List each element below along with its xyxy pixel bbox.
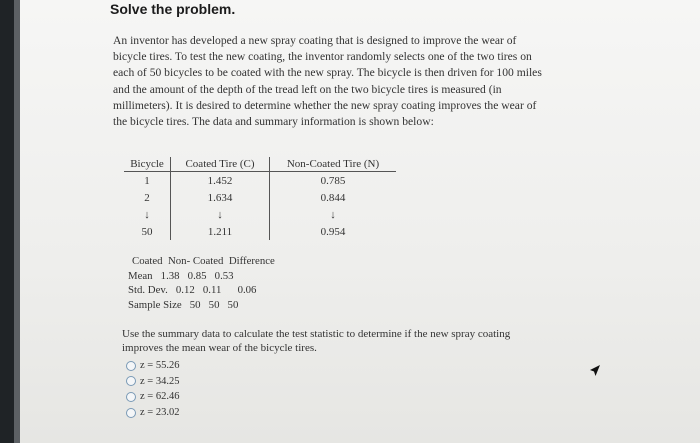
answer-option-1[interactable] — [126, 358, 179, 374]
option-label: z = 62.46 — [140, 391, 180, 403]
radio-button[interactable] — [126, 361, 136, 371]
radio-button[interactable] — [126, 376, 136, 386]
answer-options — [126, 358, 179, 420]
summary-statistics — [128, 254, 275, 312]
radio-button[interactable] — [126, 408, 136, 418]
option-label: z = 23.02 — [140, 407, 180, 419]
column-header-non-coated: Non-Coated Tire (N) — [270, 157, 397, 172]
summary-sample-size: Sample Size 50 50 50 — [128, 298, 239, 311]
table-cell: 1.452 — [171, 172, 270, 190]
table-cell: ↓ — [124, 206, 171, 223]
column-header-coated: Coated Tire (C) — [171, 157, 270, 172]
problem-title: Solve the problem. — [110, 1, 236, 17]
table-row — [124, 206, 396, 223]
table-cell: 1.211 — [171, 223, 270, 240]
summary-std-dev: Std. Dev. 0.12 0.11 0.06 — [128, 284, 257, 297]
table-cell: 0.785 — [320, 174, 346, 187]
table-cell: 1.634 — [171, 189, 270, 206]
option-label: z = 34.25 — [140, 375, 180, 387]
column-header-bicycle: Bicycle — [124, 157, 171, 172]
answer-option-3[interactable] — [126, 389, 179, 405]
table-row — [124, 223, 396, 240]
table-row — [124, 189, 396, 206]
table-cell: 1 — [124, 172, 171, 190]
problem-text: An inventor has developed a new spray coating that is designed to improve the wear of bicycle tires. To test the new coating, the inventor randomly selects one of the two tires on each of 50 bicycles to be coated with the new spray. The bicycle is then driven for 100 miles and the amount of the depth of the tread left on the two bicycle tires is measured (in millimeters). It is desired to determine whether the new spray coating improves the wear of the bicycle tires. The data and summary information is shown below: — [113, 34, 542, 129]
table-cell: ↓ — [171, 206, 270, 223]
summary-header: Coated Non- Coated Difference — [132, 255, 275, 267]
summary-mean: Mean 1.38 0.85 0.53 — [128, 269, 234, 282]
data-table — [124, 157, 396, 240]
problem-statement — [113, 33, 545, 130]
table-cell: ↓ — [330, 208, 336, 221]
question-text: Use the summary data to calculate the test statistic to determine if the new spray coating improves the mean wear of the bicycle tires. — [122, 328, 511, 354]
radio-button[interactable] — [126, 392, 136, 402]
table-cell: 2 — [124, 189, 171, 206]
option-label: z = 55.26 — [140, 360, 180, 372]
table-cell: 0.954 — [320, 225, 346, 238]
answer-option-2[interactable] — [126, 374, 179, 390]
table-cell: 50 — [124, 223, 171, 240]
table-cell: 0.844 — [320, 191, 346, 204]
mouse-cursor-icon — [589, 364, 601, 378]
table-row — [124, 172, 396, 190]
table-header-row — [124, 157, 396, 172]
answer-option-4[interactable] — [126, 405, 179, 421]
